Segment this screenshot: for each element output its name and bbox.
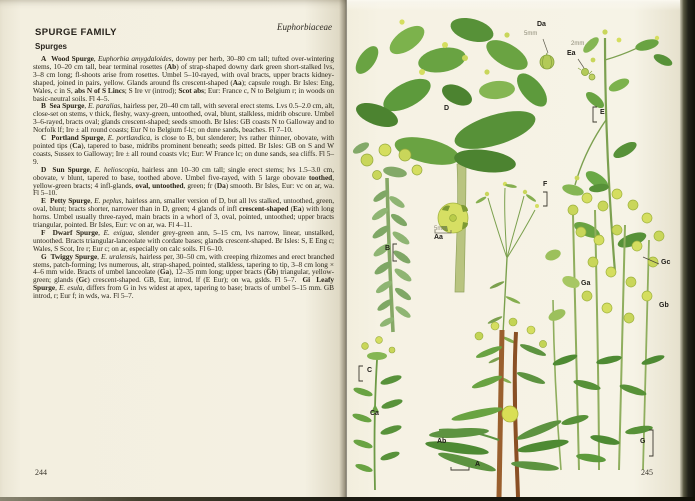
plate-label-C: C	[367, 367, 373, 374]
illustration-twiggy-spurge-G	[544, 183, 666, 470]
botanical-plate	[347, 0, 680, 497]
plate-scale-2mm-Ea: 2mm	[571, 41, 585, 47]
plate-scale-5mm-Aa: 5mm	[434, 226, 448, 232]
species-paragraph-D: D Sun Spurge, E. helioscopia, hairless ann 10–30 cm tall; single erect stems; lvs 1.5–3.0 cm, obovate, v blunt, tapered to base, toothed above. Umbel five-rayed, with 5 large obovate toothed, yellow-green bracts; 4 infl-glands, oval, untoothed, green; fr (Da) smooth. Br Isles, Eur: vc on ar, wa. Fl 5–10.	[33, 164, 335, 198]
plate-label-Aa: Aa	[434, 234, 443, 241]
left-page	[0, 0, 346, 497]
illustration-fruit-Da	[540, 39, 554, 69]
plate-scale-5mm-Da: 5mm	[524, 31, 538, 37]
right-page	[347, 0, 680, 497]
plate-label-F: F	[543, 181, 548, 188]
species-paragraph-G: G Twiggy Spurge, E. uralensis, hairless per, 30–50 cm, with creeping rhizomes and erect branched stems, patch-forming; lvs numerous, alt, strap-shaped, pointed, stalkless, tapering to tip, 3–8 cm long × 4–6 mm wide. Bracts of umbel lanceolate (Ga), 12–35 mm long; upper bracts (Gb) triangular, yellow-green; glands (Gc) crescent-shaped. GB, Eur, introd, lf (E Eur); on wa, gslds. Fl 5–7. Gi Leafy Spurge, E. esula, differs from G in lvs widest at apex, tapering to base; bracts of umbel 5–15 mm. GB introd, r; Eur f; in wds, wa. Fl 5–7.	[33, 251, 335, 301]
plate-label-Da: Da	[537, 21, 546, 28]
illustration-wood-spurge-A	[425, 318, 570, 497]
species-paragraph-A: A Wood Spurge, Euphorbia amygdaloides, downy per herb, 30–80 cm tall; tufted over-wintering stems, 10–20 cm tall, bear terminal rosettes (Ab) of strap-shaped downy dark green short-stalked lvs, 3–8 cm long; fl-shoots arise from rosettes. Umbel 5–10-rayed, with oval bracts, upper bracts kidney-shaped, joined in pairs, yellow. Glands around fls crescent-shaped (Aa); capsule rough. Br Isles: Eng, Wales, c in S, abs N of S Lincs; S Ire vr (introd); Scot abs; Eur: France c, N to Belgium r; in woods on basic-neutral soils. Fl 4–5.	[33, 54, 335, 103]
plate-label-G: G	[640, 438, 646, 445]
plate-label-Ab: Ab	[437, 438, 447, 445]
plate-label-D: D	[444, 105, 450, 112]
family-title: SPURGE FAMILY	[35, 27, 117, 38]
section-subheading: Spurges	[35, 42, 68, 51]
plate-label-A: A	[475, 461, 481, 468]
plate-label-Gb: Gb	[659, 302, 669, 309]
illustration-sea-spurge-B	[351, 140, 422, 332]
species-paragraph-F: F Dwarf Spurge, E. exigua, slender grey-green ann, 5–15 cm, lvs narrow, linear, unstalked, untoothed. Bracts triangular-lanceolate with cordate bases; glands crescent-shaped. Br Isles: S, E Eng c; Wales, S Scot, Ire r; Eur c; on ar, especially on calc soils. Fl 6–10.	[33, 227, 334, 253]
book-cover-edge-bottom	[0, 497, 695, 501]
book-page-edge-right	[680, 0, 695, 501]
page-number-244: 244	[35, 468, 47, 477]
plate-label-Ca: Ca	[370, 410, 379, 417]
plate-label-Gc: Gc	[661, 259, 671, 266]
plate-label-Ga: Ga	[581, 280, 591, 287]
plate-label-B: B	[385, 245, 391, 252]
plate-label-E: E	[600, 109, 605, 116]
species-paragraph-E: E Petty Spurge, E. peplus, hairless ann, smaller version of D, but all lvs stalked, untoothed, green, oval, blunt; bracts shorter, narrower than in D, green; 4 glands of infl crescent-shaped (Ea) with long horns. Umbel usually three-rayed, main bracts in a whorl of 3, oval, pointed, untoothed; upper bracts triangular, pointed. Br Isles, Eur: vc on ar, wa. Fl 4–11.	[33, 196, 334, 230]
plate-label-Ea: Ea	[567, 50, 576, 57]
illustration-dwarf-spurge-F	[475, 182, 539, 408]
page-number-245: 245	[641, 468, 653, 477]
species-descriptions	[33, 55, 334, 300]
family-latin-name: Euphorbiaceae	[277, 22, 332, 32]
page-header	[35, 22, 332, 38]
species-paragraph-C: C Portland Spurge, E. portlandica, is close to B, but slenderer; lvs rather thinner, obovate, with pointed tips (Ca), tapered to base, midribs prominent beneath; seeds pitted. Br Isles: GB on S and W coasts, Sussex to Galloway; Ire ± all round coasts vlc; Eur: W France lc; on dune sands, sea cliffs. Fl 5–9.	[33, 133, 334, 166]
species-paragraph-B: B Sea Spurge, E. paralias, hairless per, 20–40 cm tall, with several erect stems. Lvs 0.5–2.0 cm, alt, close-set on stems, v thick, fleshy, waxy-green, untoothed, oval, blunt, stalkless, midrib obscure. Umbel 3–6-rayed, bracts oval; glands crescent-shaped; seeds smooth. Br Isles: GB coasts N to Galloway and to Norfolk lf; Ire ± all round coasts; Eur N to Belgium f-lc; on dune sands, beaches. Fl 7–10.	[33, 101, 335, 135]
